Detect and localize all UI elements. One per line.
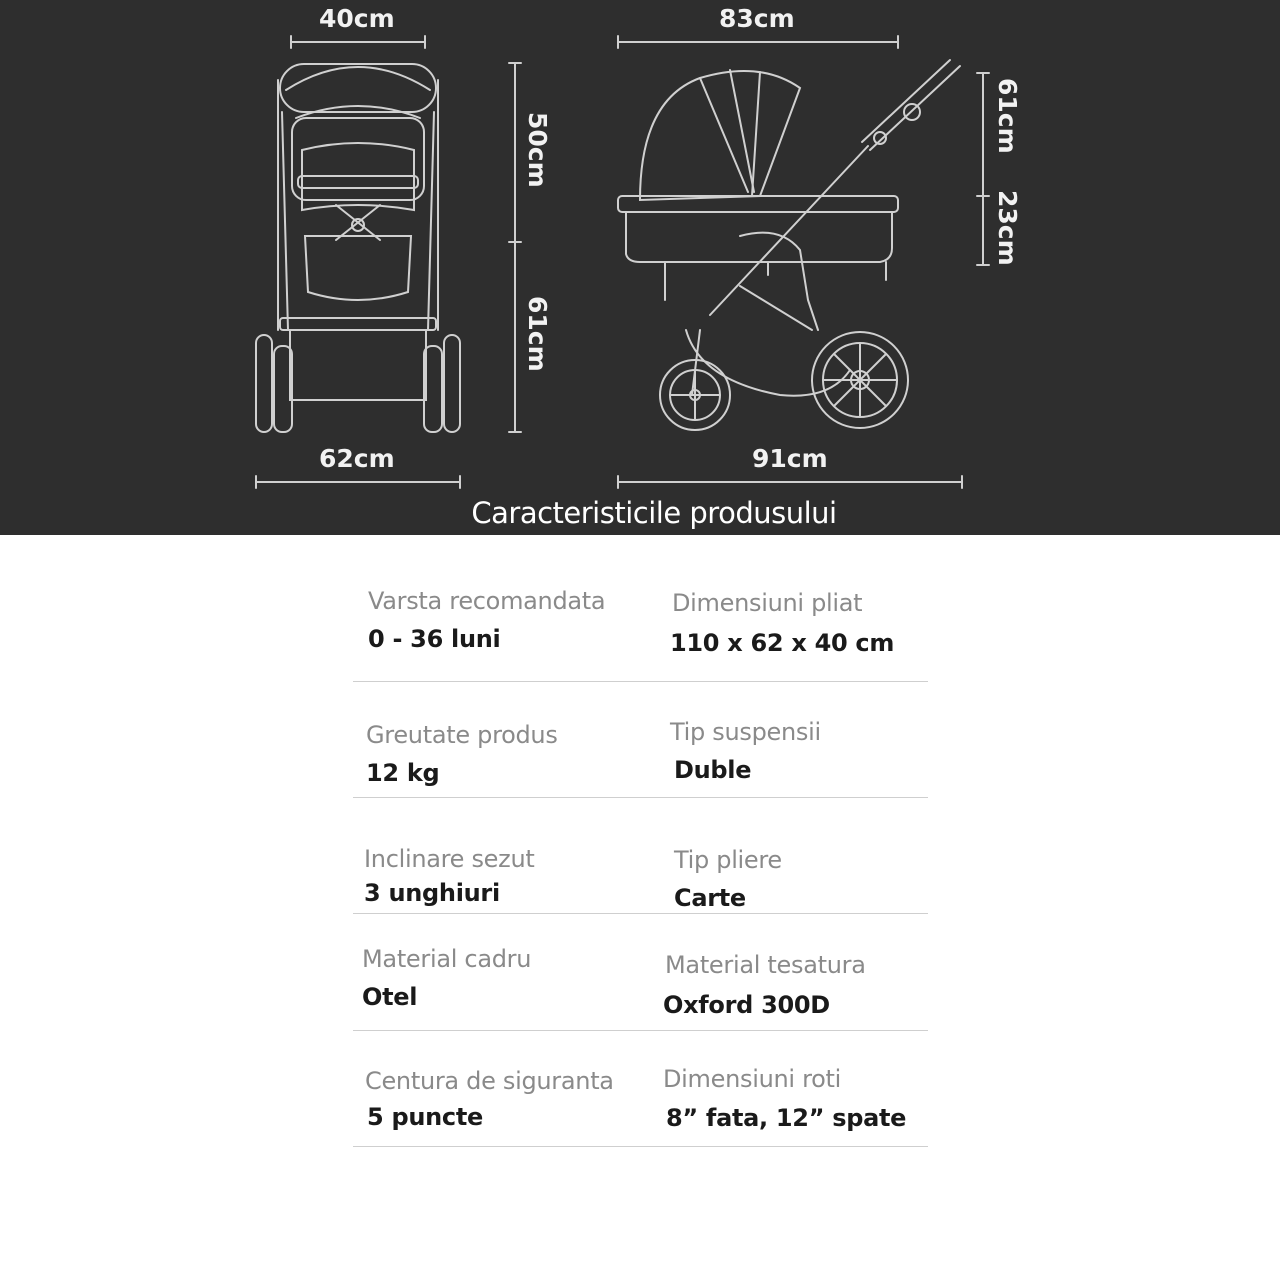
dimension-line-front-height [509,63,521,432]
front-bottom-width-label: 62cm [319,444,395,473]
front-top-width-label: 40cm [319,4,395,33]
spec-value-weight: 12 kg [366,759,440,787]
side-bottom-length-label: 91cm [752,444,828,473]
spec-label-fabric-material: Material tesatura [665,951,866,979]
spec-label-recline: Inclinare sezut [364,845,535,873]
spec-value-suspension: Duble [674,756,752,784]
spec-label-suspension: Tip suspensii [670,718,821,746]
front-lower-height-label: 61cm [523,296,552,372]
dimension-line-front-bottom [256,476,460,488]
row-divider [353,681,928,682]
spec-label-weight: Greutate produs [366,721,558,749]
spec-value-fold-type: Carte [674,884,746,912]
spec-label-fold-type: Tip pliere [674,846,782,874]
spec-value-folded-size: 110 x 62 x 40 cm [670,629,895,657]
dimension-line-side-height [977,73,989,265]
side-lower-height-label: 23cm [993,190,1022,266]
stroller-front-view [256,64,460,432]
spec-label-folded-size: Dimensiuni pliat [672,589,863,617]
spec-label-safety-belt: Centura de siguranta [365,1067,614,1095]
side-upper-height-label: 61cm [993,78,1022,154]
spec-value-safety-belt: 5 puncte [367,1103,483,1131]
row-divider [353,797,928,798]
side-top-length-label: 83cm [719,4,795,33]
spec-label-age: Varsta recomandata [368,587,606,615]
stroller-side-view [618,60,960,430]
stroller-line-drawing [0,0,1280,535]
dimension-line-side-top [618,36,898,48]
row-divider [353,1030,928,1031]
spec-value-fabric-material: Oxford 300D [663,991,830,1019]
row-divider [353,913,928,914]
spec-label-frame-material: Material cadru [362,945,532,973]
spec-label-wheel-size: Dimensiuni roti [663,1065,841,1093]
row-divider [353,1146,928,1147]
product-dimensions-hero [0,0,1280,535]
dimension-line-side-bottom [618,476,962,488]
front-upper-height-label: 50cm [523,112,552,188]
spec-value-age: 0 - 36 luni [368,625,501,653]
dimension-line-front-top [291,36,425,48]
spec-value-recline: 3 unghiuri [364,879,500,907]
section-title: Caracteristicile produsului [471,496,837,530]
spec-value-frame-material: Otel [362,983,418,1011]
spec-value-wheel-size: 8” fata, 12” spate [666,1104,907,1132]
